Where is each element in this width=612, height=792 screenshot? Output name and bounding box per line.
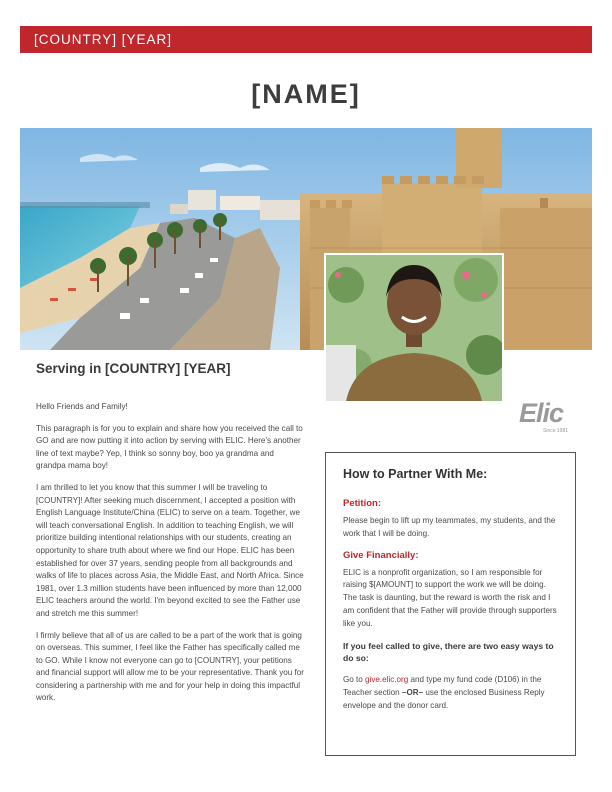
petition-text: Please begin to lift up my teammates, my students, and the work that I will be doing.	[343, 516, 556, 538]
give-heading: Give Financially:	[343, 549, 419, 561]
give-instructions	[343, 674, 558, 712]
instructions-or: –OR–	[401, 687, 424, 697]
instructions-prefix: Go to	[343, 675, 366, 685]
letter-paragraph-1: This paragraph is for you to explain and share how you received the call to GO and are now putting it into action by serving with ELIC. Here's another line of text maybe? Yep, I think so sonny boy, boo ya grandma and grandpa mama boy!	[36, 423, 303, 471]
hero-photo-coastal-city	[20, 128, 592, 350]
petition-heading: Petition:	[343, 498, 381, 509]
portrait-photo	[324, 253, 504, 403]
give-link[interactable]: give.elic.org	[365, 675, 409, 685]
letter-paragraph-2: I am thrilled to let you know that this summer I will be traveling to [COUNTRY]! After seeking much discernment, I accepted a position with English Language Institute/China (ELIC) to serve on a team. Together, we will teach conversational English. In addition to teaching English, we will prioritize building intentional relationships with our students, creating an opportunity to share truth about where we find our Hope. ELIC has been established for over 37 years, sending people from all backgrounds and walks of life to places across Asia, the Middle East, and North Africa. Since 1981, over 1.3 million students have been influenced by more than 12,000 ELIC teachers around the world. I'm beyond excited to see the Father use and stretch me this summer!	[36, 482, 304, 618]
logo-tagline: Since 1981	[543, 428, 569, 434]
partner-box	[325, 452, 576, 756]
logo-wordmark: Elic	[519, 398, 564, 428]
letter-paragraph-3: I firmly believe that all of us are called to be a part of the work that is going on overseas. This summer, I feel like the Father has specifically called me to GO. While I know not everyone can go to [COUNTRY], your petitions and financial support will allow me to be your representative. Thank you for considering a partnership with me and for your help in doing this impactful work.	[36, 630, 304, 703]
elic-logo	[515, 398, 581, 436]
partner-title: How to Partner With Me:	[343, 467, 488, 481]
instructions-middle: and type my fund code (D106) in the Teacher section	[343, 675, 542, 697]
instructions-suffix: use the enclosed Business Reply envelope and the donor card.	[343, 687, 545, 710]
letter-greeting: Hello Friends and Family!	[36, 402, 128, 411]
header-bar	[20, 26, 592, 53]
called-to-give-text: If you feel called to give, there are two easy ways to do so:	[343, 640, 554, 664]
section-title: Serving in [COUNTRY] [YEAR]	[36, 361, 231, 376]
page-title-name: [NAME]	[251, 79, 361, 109]
header-country-year: [COUNTRY] [YEAR]	[34, 32, 173, 47]
letter-body	[36, 401, 304, 714]
give-text: ELIC is a nonprofit organization, so I am responsible for raising $[AMOUNT] to support the work we will be doing. The task is daunting, but the reward is worth the risk and I am confident that the Father will provide through supporters like you.	[343, 567, 557, 628]
